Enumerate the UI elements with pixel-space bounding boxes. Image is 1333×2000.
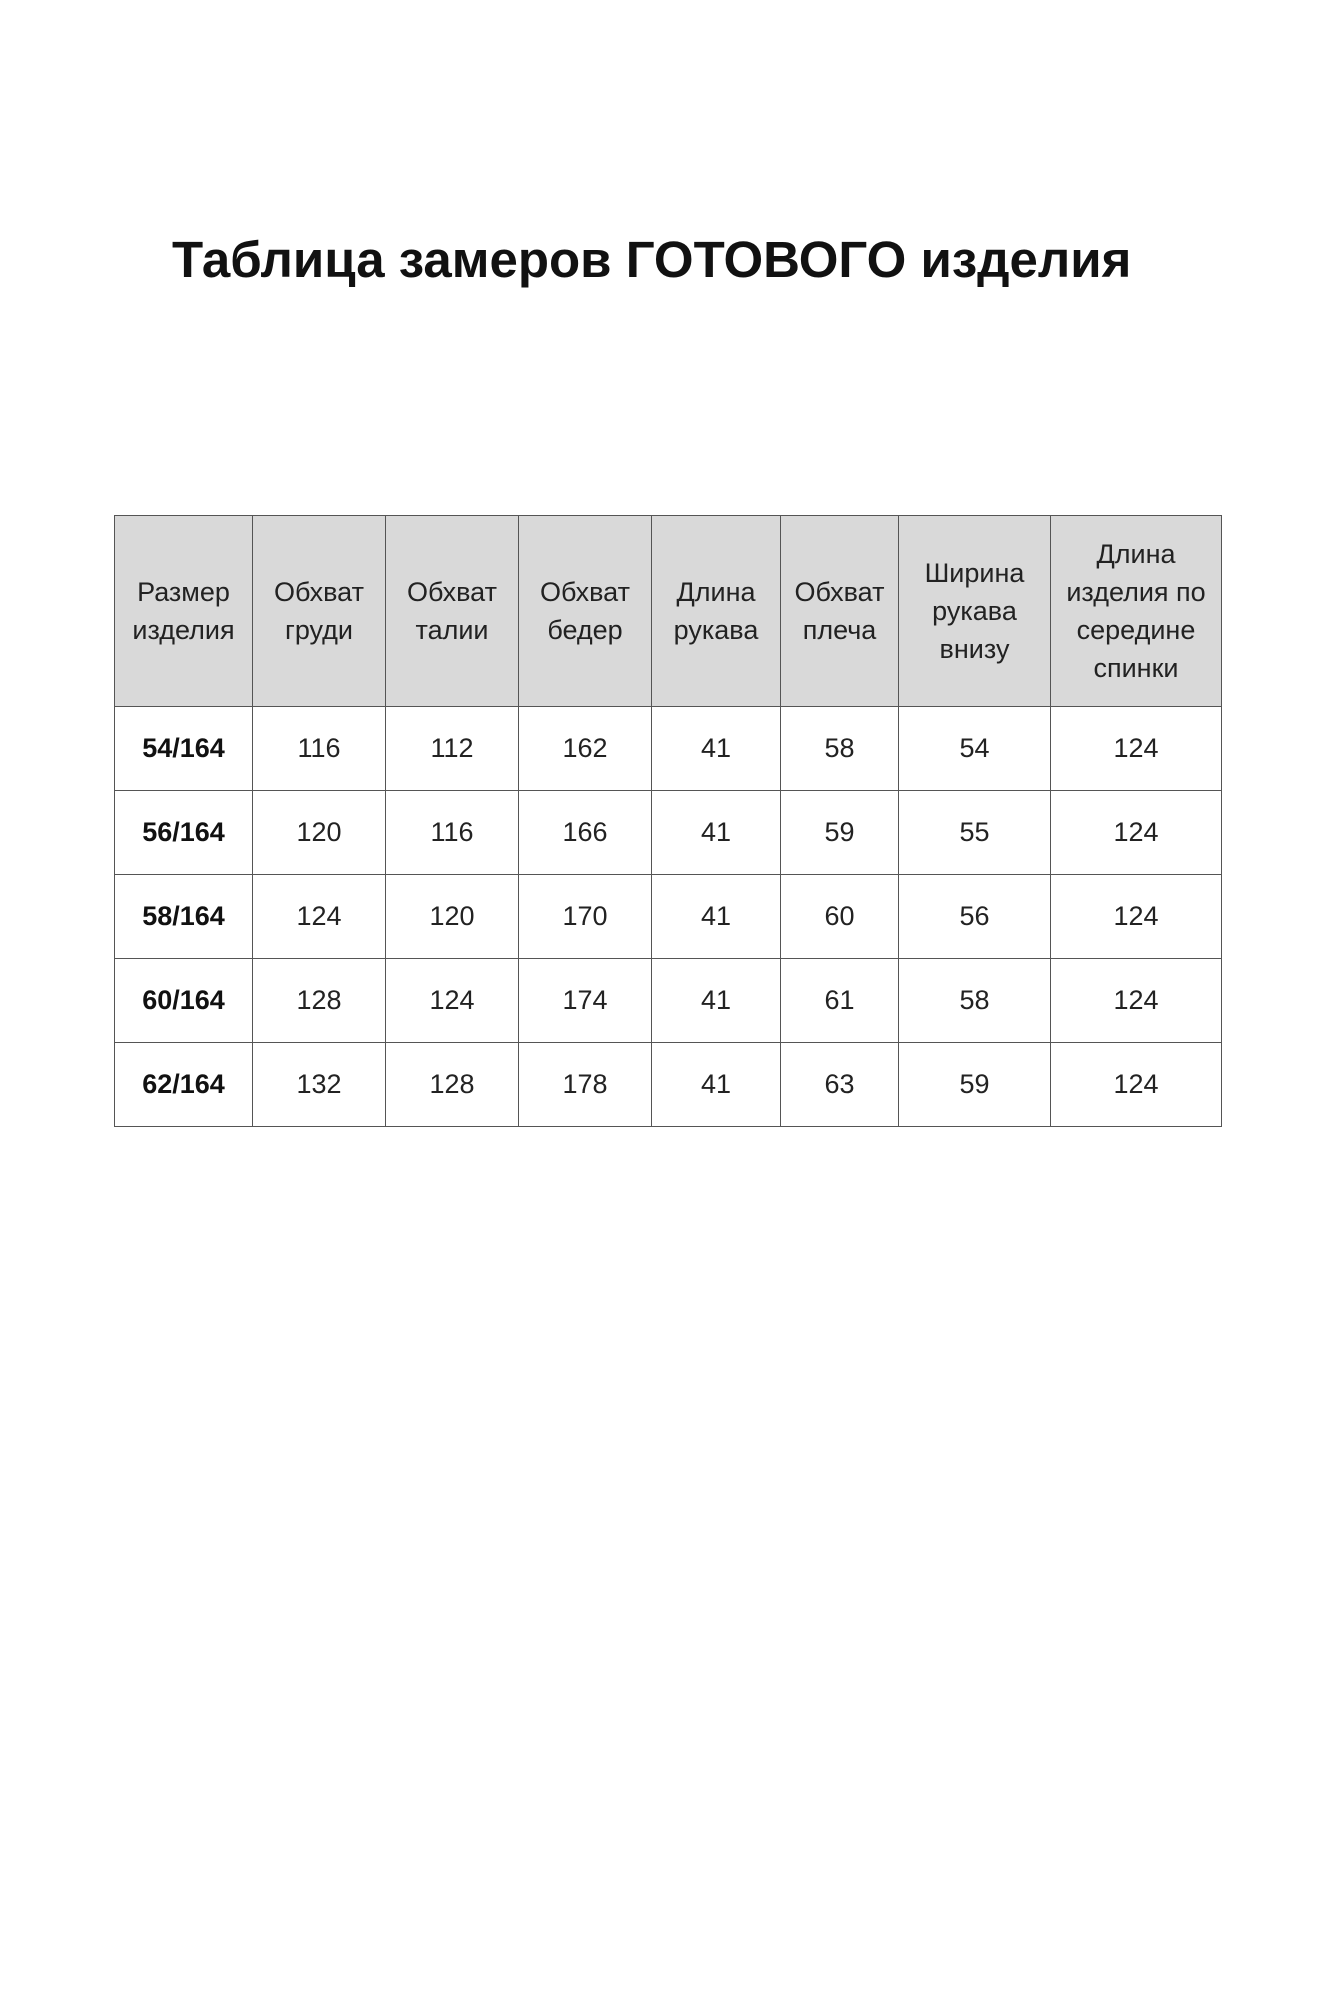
- table-row: [115, 875, 1222, 959]
- column-header-sleeve-length: Длина рукава: [652, 516, 781, 707]
- table-cell: 124: [1051, 791, 1222, 875]
- table-cell: 124: [386, 959, 519, 1043]
- table-cell: 60: [781, 875, 899, 959]
- size-cell: 60/164: [115, 959, 253, 1043]
- table-cell: 55: [899, 791, 1051, 875]
- column-header-size: Размер изделия: [115, 516, 253, 707]
- table-cell: 166: [519, 791, 652, 875]
- table-cell: 59: [899, 1043, 1051, 1127]
- table-row: [115, 1043, 1222, 1127]
- table-cell: 170: [519, 875, 652, 959]
- size-cell: 54/164: [115, 707, 253, 791]
- column-header-hips: Обхват бедер: [519, 516, 652, 707]
- table-cell: 41: [652, 959, 781, 1043]
- table-row: [115, 959, 1222, 1043]
- table-cell: 41: [652, 707, 781, 791]
- page-title: Таблица замеров ГОТОВОГО изделия: [172, 231, 1132, 288]
- table-cell: 63: [781, 1043, 899, 1127]
- table-cell: 120: [386, 875, 519, 959]
- table-cell: 41: [652, 875, 781, 959]
- table-cell: 56: [899, 875, 1051, 959]
- table-cell: 116: [253, 707, 386, 791]
- size-cell: 58/164: [115, 875, 253, 959]
- table-row: [115, 707, 1222, 791]
- table-cell: 41: [652, 1043, 781, 1127]
- table-cell: 162: [519, 707, 652, 791]
- table-cell: 61: [781, 959, 899, 1043]
- table-cell: 128: [253, 959, 386, 1043]
- table-cell: 128: [386, 1043, 519, 1127]
- column-header-waist: Обхват талии: [386, 516, 519, 707]
- column-header-sleeve-width: Ширина рукава внизу: [899, 516, 1051, 707]
- table-cell: 112: [386, 707, 519, 791]
- table-cell: 178: [519, 1043, 652, 1127]
- table-header-row: [115, 516, 1222, 707]
- table-cell: 174: [519, 959, 652, 1043]
- size-chart-table: [114, 515, 1222, 1127]
- table-cell: 120: [253, 791, 386, 875]
- column-header-chest: Обхват груди: [253, 516, 386, 707]
- size-cell: 56/164: [115, 791, 253, 875]
- size-cell: 62/164: [115, 1043, 253, 1127]
- table-cell: 124: [1051, 1043, 1222, 1127]
- table-cell: 41: [652, 791, 781, 875]
- table-cell: 132: [253, 1043, 386, 1127]
- table-cell: 58: [781, 707, 899, 791]
- table-cell: 59: [781, 791, 899, 875]
- column-header-shoulder: Обхват плеча: [781, 516, 899, 707]
- table-cell: 124: [1051, 875, 1222, 959]
- table-row: [115, 791, 1222, 875]
- table-cell: 124: [1051, 707, 1222, 791]
- table-cell: 124: [253, 875, 386, 959]
- column-header-back-length: Длина изделия по середине спинки: [1051, 516, 1222, 707]
- table-cell: 58: [899, 959, 1051, 1043]
- table-cell: 124: [1051, 959, 1222, 1043]
- table-cell: 116: [386, 791, 519, 875]
- table-cell: 54: [899, 707, 1051, 791]
